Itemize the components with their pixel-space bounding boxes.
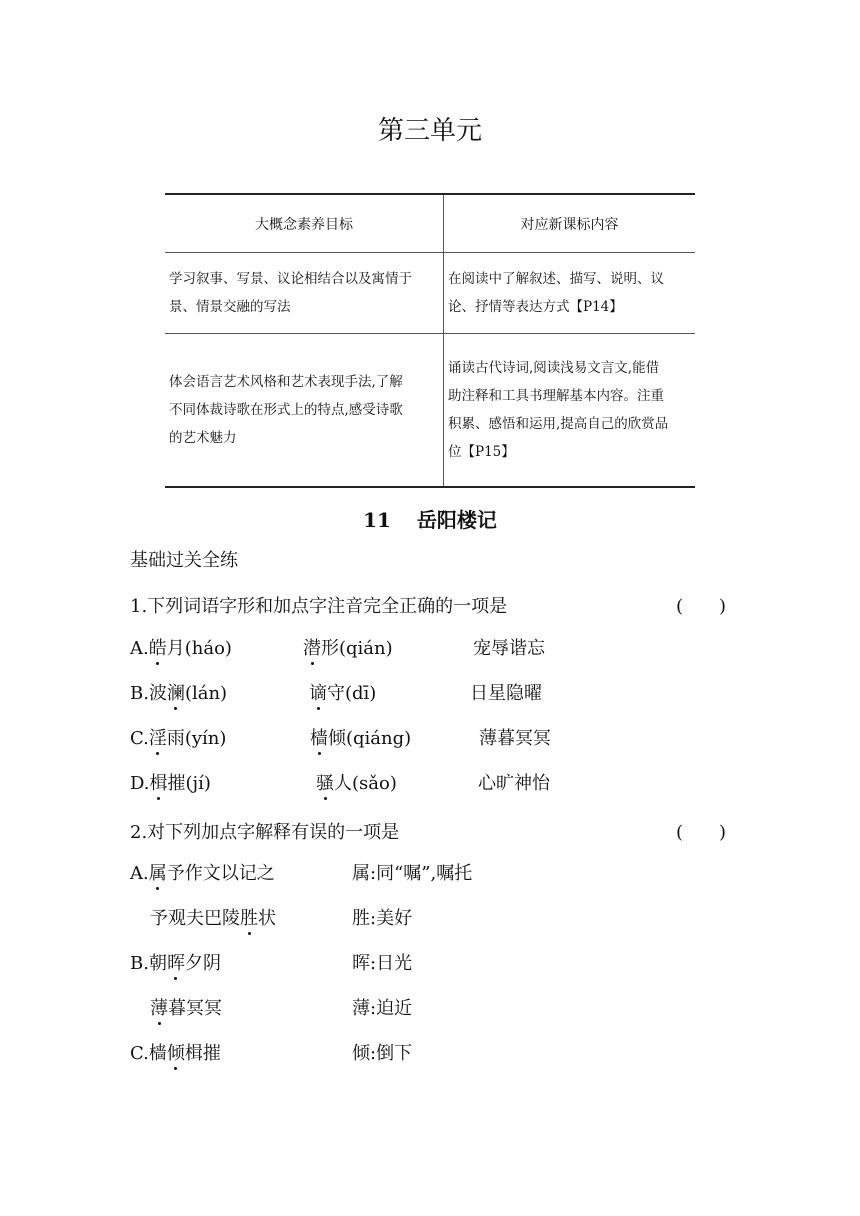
explanation: 倾:倒下 bbox=[352, 1043, 413, 1064]
table-header-row bbox=[165, 194, 695, 253]
explanation: 属:同“嘱”,嘱托 bbox=[352, 863, 473, 884]
dotted-char: 胜 bbox=[240, 904, 258, 930]
question-2-stem: 2.对下列加点字解释有误的一项是 bbox=[130, 822, 400, 843]
table-cell: 体会语言艺术风格和艺术表现手法,了解 不同体裁诗歌在形式上的特点,感受诗歌 的艺术魅力 bbox=[165, 334, 444, 488]
dotted-char: 潜 bbox=[303, 634, 321, 660]
dotted-char: 倾 bbox=[167, 1039, 185, 1065]
dotted-char: 属 bbox=[149, 859, 167, 885]
dotted-char: 楫 bbox=[150, 769, 168, 795]
table-cell: 在阅读中了解叙述、描写、说明、议 论、抒情等表达方式【P14】 bbox=[444, 253, 696, 334]
lesson-title bbox=[0, 504, 860, 533]
table-header-standards: 对应新课标内容 bbox=[444, 194, 696, 253]
answer-blank[interactable]: ( ) bbox=[676, 596, 727, 617]
dotted-char: 骚 bbox=[316, 769, 334, 795]
explanation: 晖:日光 bbox=[352, 953, 413, 974]
table-cell: 学习叙事、写景、议论相结合以及寓情于 景、情景交融的写法 bbox=[165, 253, 444, 334]
dotted-char: 皓 bbox=[149, 634, 167, 660]
answer-blank[interactable]: ( ) bbox=[676, 822, 727, 843]
dotted-char: 淫 bbox=[149, 724, 167, 750]
table-row bbox=[165, 253, 695, 334]
dotted-char: 谪 bbox=[309, 679, 327, 705]
curriculum-standards-table bbox=[165, 193, 695, 488]
question-1-stem: 1.下列词语字形和加点字注音完全正确的一项是 bbox=[130, 596, 508, 617]
table-row bbox=[165, 334, 695, 488]
section-heading: 基础过关全练 bbox=[130, 550, 238, 571]
explanation: 薄:迫近 bbox=[352, 998, 413, 1019]
table-header-goals: 大概念素养目标 bbox=[165, 194, 444, 253]
table-cell: 诵读古代诗词,阅读浅易文言文,能借 助注释和工具书理解基本内容。注重 积累、感悟和运用,提高自己的欣赏品 位【P15】 bbox=[444, 334, 696, 488]
dotted-char: 澜 bbox=[167, 679, 185, 705]
explanation: 胜:美好 bbox=[352, 908, 413, 929]
lesson-number: 11 bbox=[363, 508, 391, 532]
lesson-name: 岳阳楼记 bbox=[416, 508, 497, 532]
dotted-char: 薄 bbox=[150, 994, 168, 1020]
unit-title: 第三单元 bbox=[377, 116, 482, 146]
dotted-char: 樯 bbox=[310, 724, 328, 750]
dotted-char: 晖 bbox=[167, 949, 185, 975]
